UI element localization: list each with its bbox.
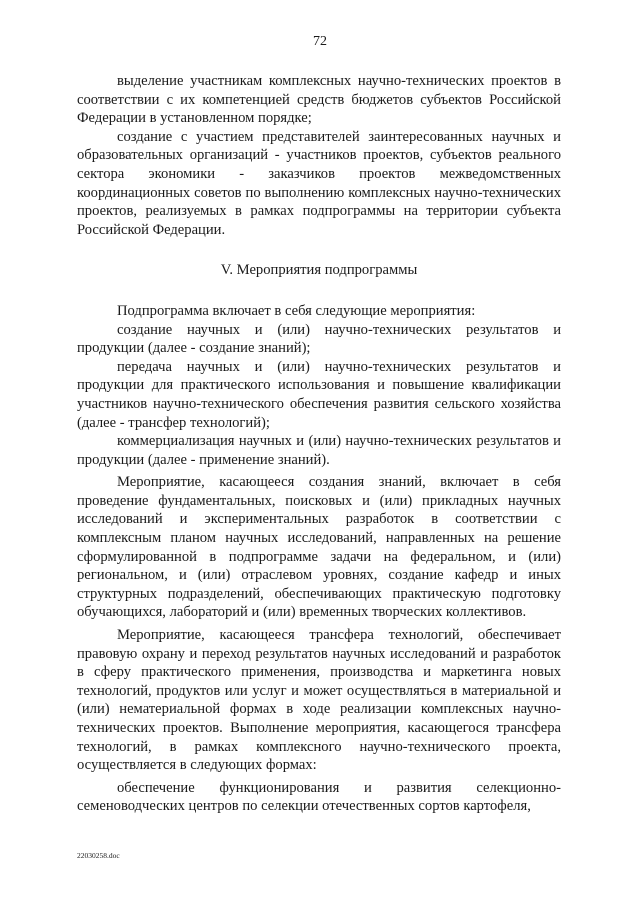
paragraph: Мероприятие, касающееся создания знаний, включает в себя проведение фундаментальных, поисковых и (или) прикладных научных исследований и экспериментальных разработок в соответствии с комплексным планом научных исследований, направленных на решение сформулированной в подпрограмме задачи на федеральном, и (или) региональном, и (или) отраслевом уровнях, создание кафедр и иных структурных подразделений, обеспечивающих практическую подготовку обучающихся, лабораторий и (или) временных творческих коллективов. (77, 474, 561, 621)
paragraph: обеспечение функционирования и развития селекционно-семеноводческих центров по селекции отечественных сортов картофеля, (77, 779, 561, 815)
section-title: V. Мероприятия подпрограммы (220, 262, 418, 279)
paragraph: Мероприятие, касающееся трансфера технологий, обеспечивает правовую охрану и переход результатов научных исследований и разработок в сферу практического применения, производства и маркетинга новых технологий, продуктов или услуг и может осуществляться в материальной и (или) нематериальной формах в ходе реализации комплексных научно-технических проектов. Выполнение мероприятия, касающегося трансфера технологий, в рамках комплексного научно-технического проекта, осуществляется в следующих формах: (77, 627, 561, 774)
paragraph: выделение участникам комплексных научно-технических проектов в соответствии с их компетенцией средств бюджетов субъектов Российской Федерации в установленном порядке; (77, 73, 561, 127)
paragraph: Подпрограмма включает в себя следующие мероприятия: (117, 302, 476, 319)
list-item: создание научных и (или) научно-технических результатов и продукции (далее - создание знаний); (77, 321, 561, 357)
document-body (77, 72, 561, 816)
footer-file-code: 22030258.doc (77, 851, 120, 860)
paragraph: создание с участием представителей заинтересованных научных и образовательных организаций - участников проектов, субъектов реального сектора экономики - заказчиков проектов межведомственных координационных советов по выполнению комплексных научно-технических проектов, реализуемых в рамках подпрограммы на территории субъекта Российской Федерации. (77, 128, 561, 238)
list-item: передача научных и (или) научно-технических результатов и продукции для практического использования и повышение квалификации участников научно-технического обеспечения развития сельского хозяйства (далее - трансфер технологий); (77, 358, 561, 431)
list-item: коммерциализация научных и (или) научно-технических результатов и продукции (далее - применение знаний). (77, 433, 561, 468)
page-number: 72 (313, 34, 327, 49)
